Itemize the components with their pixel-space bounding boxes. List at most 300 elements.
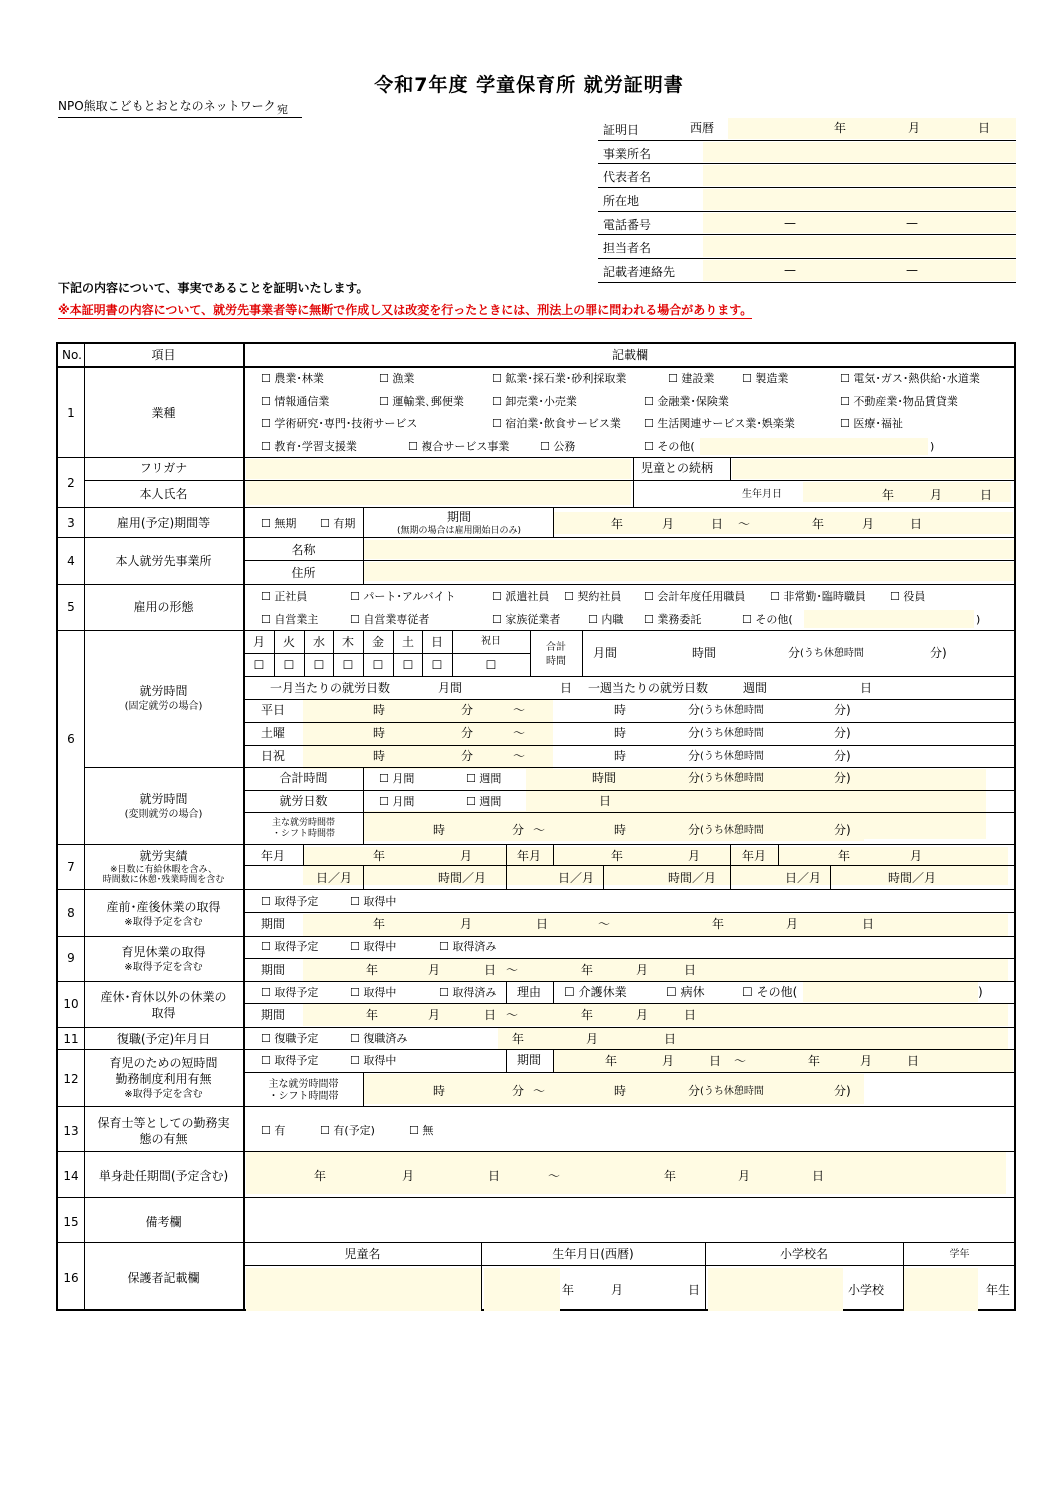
minutes-label: 分: [688, 749, 701, 763]
row-number: 7: [67, 860, 75, 874]
period-label: 期間: [261, 963, 286, 977]
total-hours-label: 合計時間: [279, 771, 328, 785]
grade-field[interactable]: [903, 1268, 978, 1311]
weekday-checkbox[interactable]: ☐: [342, 658, 354, 672]
day-label: 日: [907, 1054, 920, 1068]
hour-mark: 時: [373, 703, 386, 717]
row-number: 16: [63, 1271, 79, 1285]
day-label: 日: [684, 963, 697, 977]
furigana-field[interactable]: [246, 459, 631, 479]
cert-company-row: [598, 141, 1016, 165]
industry-option[interactable]: ☐ 教育･学習支援業: [261, 440, 357, 453]
period-note: (無期の場合は雇用開始日のみ): [396, 526, 522, 536]
cert-date-field[interactable]: [728, 118, 1016, 139]
header-entry: 記載欄: [611, 348, 648, 362]
industry-option[interactable]: ☐ 生活関連サービス業･娯楽業: [644, 417, 795, 430]
cert-rep-row: [598, 164, 1016, 188]
days-per-month-label: 一月当たりの就労日数: [270, 681, 391, 695]
minutes-label: 分: [788, 646, 801, 660]
school-name-header: 小学校名: [779, 1247, 828, 1261]
main-form: [56, 342, 1016, 1311]
furigana-label: フリガナ: [139, 461, 188, 475]
saturday-hours-label: 土曜: [261, 726, 286, 740]
weekday-checkbox[interactable]: ☐: [283, 658, 295, 672]
paren-close: ): [930, 440, 935, 453]
month-label: 月: [688, 849, 701, 863]
day-label: 日: [688, 1283, 701, 1297]
cert-company-label: 事業所名: [603, 146, 652, 161]
day-label: 日: [862, 917, 875, 931]
recipient-suffix: 宛: [277, 103, 288, 116]
work-record-label: 就労実績: [139, 849, 188, 863]
industry-option[interactable]: ☐ 金融業･保険業: [644, 395, 729, 408]
month-label: 月: [786, 917, 799, 931]
indefinite-option[interactable]: ☐ 無期: [261, 517, 297, 530]
month-label: 月: [611, 1283, 624, 1297]
year-label: 年: [611, 517, 624, 531]
no-option[interactable]: ☐ 無: [409, 1124, 434, 1137]
month-label: 月: [636, 1008, 649, 1022]
tilde: ～: [506, 1008, 519, 1022]
cert-phone-field[interactable]: [703, 213, 1016, 234]
yes-option[interactable]: ☐ 有: [261, 1124, 286, 1137]
year-label: 年: [366, 963, 379, 977]
grade-suffix: 年生: [986, 1283, 1011, 1297]
short-hours-label-2: 勤務制度利用有無: [115, 1072, 212, 1086]
month-label: 月: [460, 849, 473, 863]
hour-mark: 時: [614, 726, 627, 740]
monthly-option[interactable]: ☐ 月間: [379, 795, 415, 808]
industry-option[interactable]: ☐ 電気･ガス･熱供給･水道業: [840, 372, 980, 385]
break-note: (うち休憩時間: [800, 648, 864, 659]
year-label: 年: [664, 1169, 677, 1183]
industry-other-field[interactable]: [700, 438, 928, 455]
hours-per-month-unit: 時間／月: [438, 871, 487, 885]
minutes-close: 分): [834, 1084, 851, 1098]
weekday-checkbox[interactable]: ☐: [372, 658, 384, 672]
industry-option[interactable]: ☐ 学術研究･専門･技術サービス: [261, 417, 418, 430]
day-label: 日: [860, 681, 873, 695]
industry-option[interactable]: ☐ 漁業: [379, 372, 415, 385]
other-leave-label-2: 取得: [151, 1006, 176, 1020]
weekday-hours-label: 平日: [261, 703, 286, 717]
employment-type-option[interactable]: ☐ 自営業専従者: [350, 613, 430, 626]
month-label: 月: [862, 517, 875, 531]
employment-type-option[interactable]: ☐ 非常勤･臨時職員: [770, 590, 866, 603]
employment-type-option[interactable]: ☐ 内職: [588, 613, 624, 626]
year-month-label: 年月: [517, 849, 542, 863]
statement: 下記の内容について、事実であることを証明いたします。: [58, 281, 369, 295]
minutes-label: 分: [461, 726, 474, 740]
industry-option[interactable]: ☐ 卸売業･小売業: [492, 395, 577, 408]
shift-hours-label: ・シフト時間帯: [271, 829, 335, 839]
cert-rep-field[interactable]: [703, 165, 1016, 186]
in-progress-option[interactable]: ☐ 取得中: [350, 940, 397, 953]
minutes-close: 分): [834, 749, 851, 763]
row-number: 8: [67, 906, 75, 920]
row-number: 12: [63, 1072, 79, 1086]
day-label: 日: [488, 1169, 501, 1183]
day-label: 日: [812, 1169, 825, 1183]
industry-option[interactable]: ☐ 建設業: [668, 372, 715, 385]
industry-option[interactable]: ☐ 鉱業･採石業･砂利採取業: [492, 372, 627, 385]
planned-option[interactable]: ☐ 取得予定: [261, 986, 319, 999]
work-record-note: 時間数に休憩･残業時間を含む: [102, 875, 225, 885]
maternity-period-field[interactable]: [303, 914, 1008, 936]
monthly-option[interactable]: ☐ 月間: [379, 772, 415, 785]
cert-company-field[interactable]: [703, 142, 1016, 163]
name-field[interactable]: [246, 480, 631, 505]
year-label: 年: [882, 488, 895, 502]
childcare-period-field[interactable]: [303, 959, 1008, 981]
monthly-label: 月間: [593, 646, 618, 660]
cert-person-field[interactable]: [703, 236, 1016, 257]
industry-option[interactable]: ☐ 農業･林業: [261, 372, 324, 385]
month-label: 月: [428, 1008, 441, 1022]
year-label: 年: [314, 1169, 327, 1183]
minutes-close: 分): [834, 703, 851, 717]
cert-address-row: [598, 188, 1016, 212]
workplace-address-label: 住所: [291, 566, 316, 580]
other-leave-reason-field[interactable]: [803, 982, 978, 1002]
remarks-field[interactable]: [246, 1200, 1012, 1240]
dash: —: [906, 263, 918, 278]
other-reason-option[interactable]: ☐ その他(: [742, 985, 798, 999]
total-label: 合計: [546, 642, 566, 653]
industry-option[interactable]: ☐ 製造業: [742, 372, 789, 385]
cert-phone-label: 電話番号: [603, 217, 652, 232]
cert-contact-row: [598, 259, 1016, 283]
day-label: 日: [599, 794, 612, 808]
variable-hours-note: (変則就労の場合): [124, 809, 203, 820]
hours-per-month-unit: 時間／月: [888, 871, 937, 885]
certifier-block: [598, 117, 1016, 283]
grade-header: 学年: [949, 1249, 970, 1260]
maternity-leave-label: 産前･産後休業の取得: [106, 900, 221, 914]
year-label: 年: [373, 849, 386, 863]
total-hours-label: 時間: [546, 656, 566, 667]
cert-person-label: 担当者名: [603, 241, 652, 256]
workplace-address-field[interactable]: [364, 562, 1014, 581]
year-month-label: 年月: [261, 849, 286, 863]
tilde: ～: [533, 823, 546, 837]
relation-field[interactable]: [732, 459, 1014, 479]
warning: ※本証明書の内容について、就労先事業者等に無断で作成し又は改変を行ったときには、刑法上の罪に問われる場合があります。: [58, 303, 753, 317]
minutes-label: 分: [688, 726, 701, 740]
industry-option[interactable]: ☐ 不動産業･物品賃貸業: [840, 395, 958, 408]
name-label: 本人氏名: [139, 487, 188, 501]
tilde: ～: [513, 749, 526, 763]
other-leave-label: 産休･育休以外の休業の: [100, 990, 227, 1004]
weekday-holiday: 祝日: [481, 636, 501, 647]
minutes-label: 分: [688, 771, 701, 785]
month-label: 月: [402, 1169, 415, 1183]
day-label: 日: [484, 1008, 497, 1022]
industry-option[interactable]: ☐ 情報通信業: [261, 395, 330, 408]
days-per-month-unit: 日／月: [558, 871, 595, 885]
month-label: 月: [460, 917, 473, 931]
year-label: 年: [812, 517, 825, 531]
employment-type-option[interactable]: ☐ 正社員: [261, 590, 308, 603]
header-item: 項目: [151, 348, 176, 362]
weekday-thu: 木: [341, 635, 354, 649]
day-label: 日: [560, 681, 573, 695]
day-label: 日: [484, 963, 497, 977]
school-name-field[interactable]: [708, 1268, 843, 1311]
tilde: ～: [734, 1054, 747, 1068]
period-label: 期間: [261, 1008, 286, 1022]
row-number: 11: [63, 1032, 79, 1046]
cert-date-label: 証明日: [603, 123, 640, 137]
days-per-week-label: 一週当たりの就労日数: [588, 681, 709, 695]
employment-type-option[interactable]: ☐ 家族従業者: [492, 613, 561, 626]
break-note: (うち休憩時間: [700, 751, 764, 762]
industry-option[interactable]: ☐ 医療･福祉: [840, 417, 903, 430]
single-assignment-field[interactable]: [246, 1152, 1006, 1194]
completed-option[interactable]: ☐ 取得済み: [439, 940, 497, 953]
minutes-label: 分: [688, 1084, 701, 1098]
weekly-option[interactable]: ☐ 週間: [466, 772, 502, 785]
cert-contact-label: 記載者連絡先: [603, 265, 676, 280]
row-number: 4: [67, 554, 75, 568]
birthdate-label: 生年月日: [742, 489, 782, 500]
year-label: 年: [834, 121, 847, 135]
day-label: 日: [684, 1008, 697, 1022]
month-label: 月: [910, 849, 923, 863]
monthly-label: 月間: [438, 681, 463, 695]
paren-close: ): [978, 985, 983, 999]
employment-type-option[interactable]: ☐ 業務委託: [644, 613, 702, 626]
fixed-term-option[interactable]: ☐ 有期: [320, 517, 356, 530]
month-label: 月: [908, 121, 921, 135]
month-label: 月: [930, 488, 943, 502]
returned-option[interactable]: ☐ 復職済み: [350, 1032, 408, 1045]
employment-type-option[interactable]: ☐ 契約社員: [564, 590, 622, 603]
tilde: ～: [513, 703, 526, 717]
in-progress-option[interactable]: ☐ 取得中: [350, 895, 397, 908]
remarks-label: 備考欄: [145, 1215, 182, 1229]
day-label: 日: [711, 517, 724, 531]
cert-contact-field[interactable]: [703, 260, 1016, 281]
row-number: 10: [63, 997, 79, 1011]
cert-phone-row: [598, 212, 1016, 236]
variable-hours-label: 就労時間: [139, 792, 188, 806]
minutes-label: 分: [512, 823, 525, 837]
short-hours-period-field[interactable]: [553, 1050, 1013, 1072]
minutes-label: 分: [461, 703, 474, 717]
cert-date-row: [598, 117, 1016, 141]
header-no: No.: [62, 348, 82, 362]
row-number: 1: [67, 406, 75, 420]
single-assignment-label: 単身赴任期間(予定含む): [98, 1169, 229, 1183]
school-suffix: 小学校: [848, 1283, 885, 1297]
guardian-section-label: 保護者記載欄: [127, 1271, 200, 1285]
day-label: 日: [536, 917, 549, 931]
main-hours-label: 主な就労時間帯: [268, 1079, 339, 1090]
row-number: 14: [63, 1169, 79, 1183]
row-number: 9: [67, 951, 75, 965]
main-hours-label: 主な就労時間帯: [271, 818, 335, 828]
planned-option[interactable]: ☐ 取得予定: [261, 895, 319, 908]
minutes-close: 分): [834, 771, 851, 785]
era-label: 西暦: [690, 121, 715, 135]
row-number: 6: [67, 732, 75, 746]
planned-option[interactable]: ☐ 取得予定: [261, 1054, 319, 1067]
month-label: 月: [860, 1054, 873, 1068]
return-planned-option[interactable]: ☐ 復職予定: [261, 1032, 319, 1045]
minutes-label: 分: [688, 823, 701, 837]
hours-label: 時間: [592, 771, 617, 785]
day-label: 日: [978, 121, 991, 135]
year-label: 年: [562, 1283, 575, 1297]
tilde: ～: [513, 726, 526, 740]
hours-per-month-unit: 時間／月: [668, 871, 717, 885]
dash: —: [906, 215, 918, 230]
period-label: 期間: [517, 1053, 542, 1067]
tilde: ～: [598, 917, 611, 931]
in-progress-option[interactable]: ☐ 取得中: [350, 986, 397, 999]
hour-mark: 時: [373, 726, 386, 740]
employment-type-option[interactable]: ☐ 自営業主: [261, 613, 319, 626]
completed-option[interactable]: ☐ 取得済み: [439, 986, 497, 999]
minutes-label: 分: [512, 1084, 525, 1098]
row-number: 3: [67, 516, 75, 530]
employment-type-option[interactable]: ☐ 派遣社員: [492, 590, 550, 603]
work-days-label: 就労日数: [279, 794, 328, 808]
hour-mark: 時: [373, 749, 386, 763]
employment-other-field[interactable]: [804, 610, 974, 628]
shift-hours-label: ・シフト時間帯: [268, 1091, 339, 1102]
return-date-field[interactable]: [498, 1028, 1008, 1050]
row-number: 5: [67, 600, 75, 614]
sick-leave-option[interactable]: ☐ 病休: [666, 985, 705, 999]
weekday-checkbox[interactable]: ☐: [431, 658, 443, 672]
hours-label: 時間: [692, 646, 717, 660]
month-label: 月: [662, 1054, 675, 1068]
industry-option-other[interactable]: ☐ その他(: [644, 440, 695, 453]
holiday-checkbox[interactable]: ☐: [485, 658, 497, 672]
break-note: (うち休憩時間: [700, 705, 764, 716]
in-progress-option[interactable]: ☐ 取得中: [350, 1054, 397, 1067]
weekday-tue: 火: [282, 635, 295, 649]
planned-option[interactable]: ☐ 有(予定): [320, 1124, 375, 1137]
year-label: 年: [366, 1008, 379, 1022]
workplace-name-field[interactable]: [364, 540, 1014, 559]
cert-address-label: 所在地: [603, 194, 640, 209]
month-label: 月: [428, 963, 441, 977]
tilde: ～: [738, 517, 751, 531]
short-hours-note: ※取得予定を含む: [124, 1089, 203, 1100]
reason-label: 理由: [517, 985, 542, 999]
year-label: 年: [611, 849, 624, 863]
child-name-field[interactable]: [246, 1268, 481, 1311]
day-label: 日: [910, 517, 923, 531]
industry-option[interactable]: ☐ 複合サービス事業: [408, 440, 510, 453]
tilde: ～: [506, 963, 519, 977]
page-title: 令和7年度 学童保育所 就労証明書: [374, 74, 684, 96]
year-label: 年: [581, 963, 594, 977]
weekday-wed: 水: [312, 635, 325, 649]
weekday-checkbox[interactable]: ☐: [313, 658, 325, 672]
days-per-month-unit: 日／月: [785, 871, 822, 885]
relation-label: 児童との続柄: [641, 461, 714, 475]
employment-type-option[interactable]: ☐ パート･アルバイト: [350, 590, 456, 603]
industry-option[interactable]: ☐ 宿泊業･飲食サービス業: [492, 417, 621, 430]
workplace-label: 本人就労先事業所: [115, 554, 212, 568]
childcare-leave-label: 育児休業の取得: [121, 945, 206, 959]
minutes-close: 分): [834, 823, 851, 837]
break-note: (うち休憩時間: [700, 1086, 764, 1097]
year-label: 年: [581, 1008, 594, 1022]
childcare-worker-label: 保育士等としての勤務実: [97, 1116, 230, 1130]
recipient-name: NPO熊取こどもとおとなのネットワーク: [58, 99, 276, 113]
tilde: ～: [533, 1084, 546, 1098]
industry-option[interactable]: ☐ 公務: [540, 440, 576, 453]
other-leave-period-field[interactable]: [303, 1004, 1008, 1026]
break-note: (うち休憩時間: [700, 773, 764, 784]
work-record-note: ※日数に有給休暇を含み、: [109, 865, 218, 875]
weekday-mon: 月: [252, 635, 265, 649]
day-label: 日: [709, 1054, 722, 1068]
hour-mark: 時: [614, 1084, 627, 1098]
month-label: 月: [738, 1169, 751, 1183]
short-hours-label: 育児のための短時間: [109, 1056, 218, 1070]
minutes-close: 分): [930, 646, 947, 660]
hour-mark: 時: [614, 823, 627, 837]
industry-option[interactable]: ☐ 運輸業､郵便業: [379, 395, 464, 408]
employment-type-option[interactable]: ☐ 会計年度任用職員: [644, 590, 746, 603]
weekly-option[interactable]: ☐ 週間: [466, 795, 502, 808]
month-label: 月: [636, 963, 649, 977]
year-label: 年: [712, 917, 725, 931]
childcare-worker-label-2: 態の有無: [139, 1132, 188, 1146]
fixed-hours-note: (固定就労の場合): [124, 701, 203, 712]
employment-period-label: 雇用(予定)期間等: [116, 516, 211, 530]
weekday-fri: 金: [371, 635, 384, 649]
period-label: 期間: [446, 510, 471, 524]
period-label: 期間: [261, 917, 286, 931]
year-month-label: 年月: [742, 849, 767, 863]
weekday-checkbox[interactable]: ☐: [402, 658, 414, 672]
workplace-name-label: 名称: [291, 543, 316, 557]
dash: —: [784, 263, 796, 278]
holiday-hours-label: 日祝: [261, 749, 286, 763]
month-label: 月: [662, 517, 675, 531]
weekday-checkbox[interactable]: ☐: [253, 658, 265, 672]
fixed-hours-label: 就労時間: [139, 684, 188, 698]
day-label: 日: [664, 1032, 677, 1046]
minutes-label: 分: [461, 749, 474, 763]
hour-mark: 時: [614, 749, 627, 763]
employment-type-option-other[interactable]: ☐ その他(: [742, 613, 793, 626]
row-number: 2: [67, 476, 75, 490]
child-birthdate-field[interactable]: [484, 1268, 560, 1311]
year-label: 年: [373, 917, 386, 931]
year-label: 年: [808, 1054, 821, 1068]
weekday-sat: 土: [401, 635, 414, 649]
year-label: 年: [838, 849, 851, 863]
minutes-close: 分): [834, 726, 851, 740]
childcare-leave-note: ※取得予定を含む: [124, 962, 203, 973]
day-label: 日: [980, 488, 993, 502]
cert-address-field[interactable]: [703, 189, 1016, 210]
employment-type-option[interactable]: ☐ 役員: [890, 590, 926, 603]
year-label: 年: [605, 1054, 618, 1068]
planned-option[interactable]: ☐ 取得予定: [261, 940, 319, 953]
recipient: [58, 97, 302, 118]
nursing-care-option[interactable]: ☐ 介護休業: [564, 985, 627, 999]
minutes-label: 分: [688, 703, 701, 717]
